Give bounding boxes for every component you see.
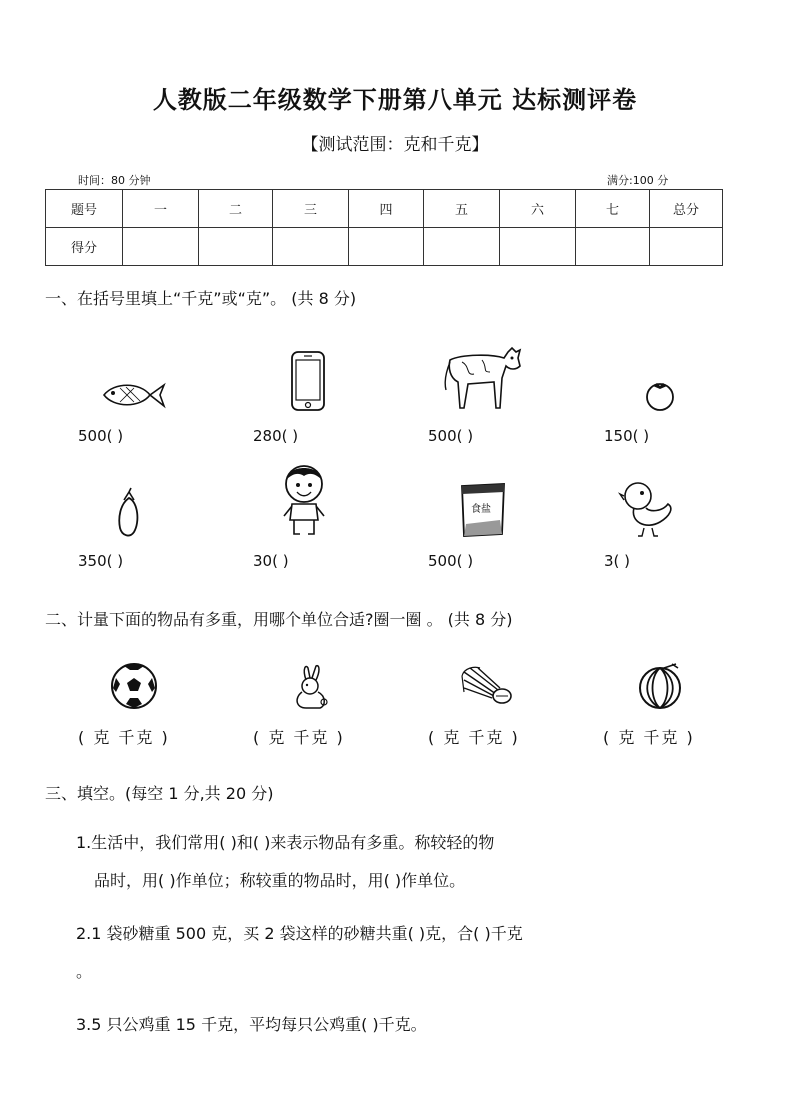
unit-choice-shuttlecock[interactable]: ( 克 千克 ) [428, 728, 520, 747]
score-row-label: 得分 [46, 228, 123, 266]
score-header-cell: 七 [576, 190, 650, 228]
question-2-line-2: 。 [76, 962, 93, 981]
item-weight-eggplant[interactable]: 350( ) [78, 552, 124, 570]
tomato-icon [643, 378, 677, 412]
score-cell[interactable] [576, 228, 650, 266]
phone-icon [290, 350, 326, 412]
item-weight-chick[interactable]: 3( ) [604, 552, 631, 570]
score-header-cell: 六 [500, 190, 576, 228]
eggplant-icon [114, 486, 144, 538]
score-table-score-row [46, 228, 723, 266]
section3-heading: 三、填空。(每空 1 分,共 20 分) [45, 784, 274, 803]
score-cell[interactable] [349, 228, 424, 266]
page-title: 人教版二年级数学下册第八单元 达标测评卷 [152, 86, 638, 114]
score-cell[interactable] [500, 228, 576, 266]
score-cell[interactable] [650, 228, 723, 266]
score-table-header-row [46, 190, 723, 228]
score-cell[interactable] [273, 228, 349, 266]
salt-bag-icon [456, 480, 510, 538]
salt-bag-label: 食盐 [471, 504, 491, 515]
question-3[interactable]: 3.5 只公鸡重 15 千克，平均每只公鸡重( )千克。 [76, 1015, 427, 1034]
score-header-cell: 总分 [650, 190, 723, 228]
watermelon-icon [636, 662, 684, 710]
score-cell[interactable] [199, 228, 273, 266]
fish-icon [100, 378, 166, 412]
unit-choice-rabbit[interactable]: ( 克 千克 ) [253, 728, 345, 747]
score-table [45, 189, 723, 266]
cow-icon [442, 342, 524, 412]
item-weight-salt[interactable]: 500( ) [428, 552, 474, 570]
score-cell[interactable] [424, 228, 500, 266]
item-weight-boy[interactable]: 30( ) [253, 552, 289, 570]
question-1-line-1[interactable]: 1.生活中，我们常用( )和( )来表示物品有多重。称较轻的物 [76, 833, 495, 852]
score-header-cell: 四 [349, 190, 424, 228]
chick-icon [620, 478, 676, 538]
score-header-cell: 题号 [46, 190, 123, 228]
boy-icon [278, 460, 330, 538]
item-weight-phone[interactable]: 280( ) [253, 427, 299, 445]
time-label: 时间：80 分钟 [78, 174, 151, 187]
soccer-ball-icon [110, 662, 158, 710]
score-header-cell: 三 [273, 190, 349, 228]
rabbit-icon [290, 664, 330, 710]
section2-heading: 二、计量下面的物品有多重，用哪个单位合适?圈一圈 。 (共 8 分) [45, 610, 513, 629]
score-header-cell: 二 [199, 190, 273, 228]
unit-choice-soccer[interactable]: ( 克 千克 ) [78, 728, 170, 747]
full-score-label: 满分:100 分 [607, 174, 669, 187]
question-2-line-1[interactable]: 2.1 袋砂糖重 500 克，买 2 袋这样的砂糖共重( )克，合( )千克 [76, 924, 523, 943]
score-cell[interactable] [123, 228, 199, 266]
shuttlecock-icon [460, 666, 514, 710]
score-header-cell: 五 [424, 190, 500, 228]
item-weight-cow[interactable]: 500( ) [428, 427, 474, 445]
item-weight-tomato[interactable]: 150( ) [604, 427, 650, 445]
item-weight-fish[interactable]: 500( ) [78, 427, 124, 445]
score-header-cell: 一 [123, 190, 199, 228]
question-1-line-2[interactable]: 品时，用( )作单位；称较重的物品时，用( )作单位。 [94, 871, 466, 890]
section1-heading: 一、在括号里填上“千克”或“克”。 (共 8 分) [45, 289, 357, 308]
unit-choice-watermelon[interactable]: ( 克 千克 ) [603, 728, 695, 747]
page-subtitle: 【测试范围：克和千克】 [301, 135, 489, 155]
